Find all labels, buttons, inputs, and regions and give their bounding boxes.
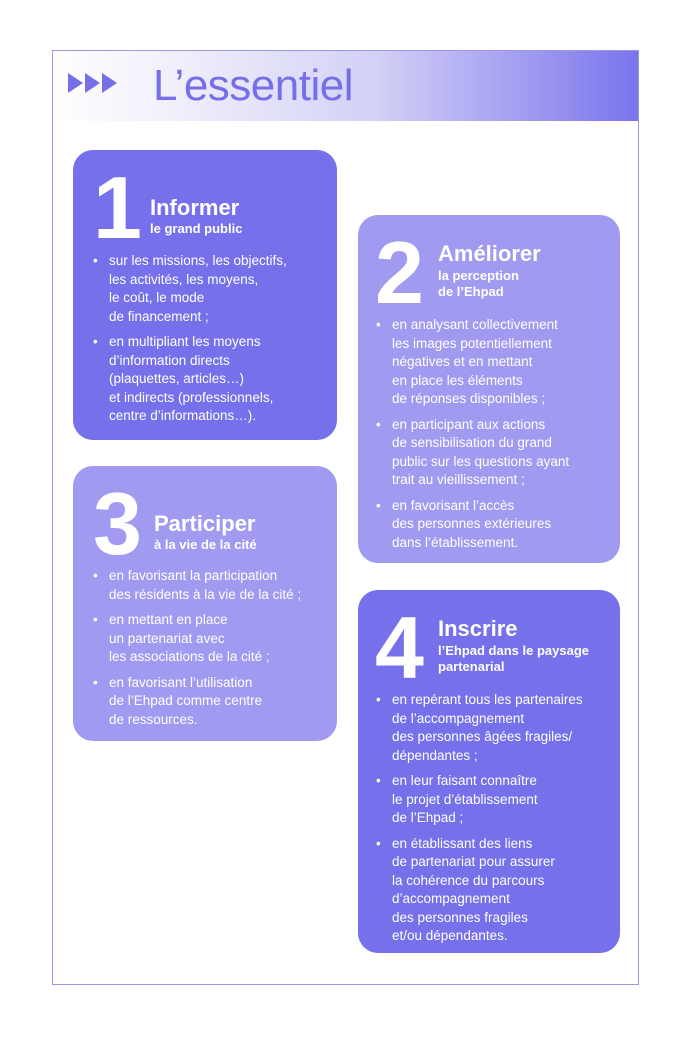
card-number: 3 <box>93 474 142 573</box>
card-bullets <box>93 567 333 736</box>
bullet-item: • en multipliant les moyens d’information directs (plaquettes, articles…) et indirects (professionnels, centre d’informations…). <box>93 333 331 426</box>
card-ameliorer <box>358 215 620 563</box>
card-subtitle: la perception de l’Ehpad <box>438 268 519 299</box>
card-bullets <box>376 316 616 559</box>
card-subtitle: à la vie de la cité <box>154 537 257 552</box>
card-number: 1 <box>93 158 142 257</box>
triple-arrow-icon <box>68 73 119 93</box>
page-title: L’essentiel <box>153 61 353 110</box>
card-title: Participer <box>154 511 256 536</box>
card-informer <box>73 150 337 440</box>
bullet-item: • sur les missions, les objectifs, les activités, les moyens, le coût, le mode de financement ; <box>93 252 331 326</box>
bullet-item: • en favorisant l’utilisation de l’Ehpad comme centre de ressources. <box>93 674 333 730</box>
card-title: Améliorer <box>438 241 541 266</box>
card-participer <box>73 466 337 741</box>
card-subtitle: l’Ehpad dans le paysage partenarial <box>438 643 589 674</box>
bullet-item: • en participant aux actions de sensibilisation du grand public sur les questions ayant trait au vieillissement ; <box>376 416 616 490</box>
bullet-item: • en favorisant la participation des résidents à la vie de la cité ; <box>93 567 333 604</box>
bullet-item: • en leur faisant connaître le projet d’établissement de l’Ehpad ; <box>376 772 618 828</box>
card-number: 2 <box>375 223 424 322</box>
card-bullets <box>93 252 331 433</box>
card-inscrire <box>358 590 620 953</box>
bullet-item: • en repérant tous les partenaires de l’accompagnement des personnes âgées fragiles/ dépendantes ; <box>376 691 618 765</box>
card-title: Inscrire <box>438 616 518 641</box>
bullet-item: • en analysant collectivement les images potentiellement négatives et en mettant en place les éléments de réponses disponibles ; <box>376 316 616 409</box>
card-subtitle: le grand public <box>150 221 243 236</box>
card-title: Informer <box>150 195 240 220</box>
bullet-item: • en mettant en place un partenariat avec les associations de la cité ; <box>93 611 333 667</box>
bullet-item: • en établissant des liens de partenariat pour assurer la cohérence du parcours d’accompagnement des personnes fragiles et/ou dépendantes. <box>376 835 618 946</box>
card-number: 4 <box>375 598 424 697</box>
header-banner <box>53 51 638 121</box>
bullet-item: • en favorisant l’accès des personnes extérieures dans l’établissement. <box>376 497 616 553</box>
card-bullets <box>376 691 618 953</box>
